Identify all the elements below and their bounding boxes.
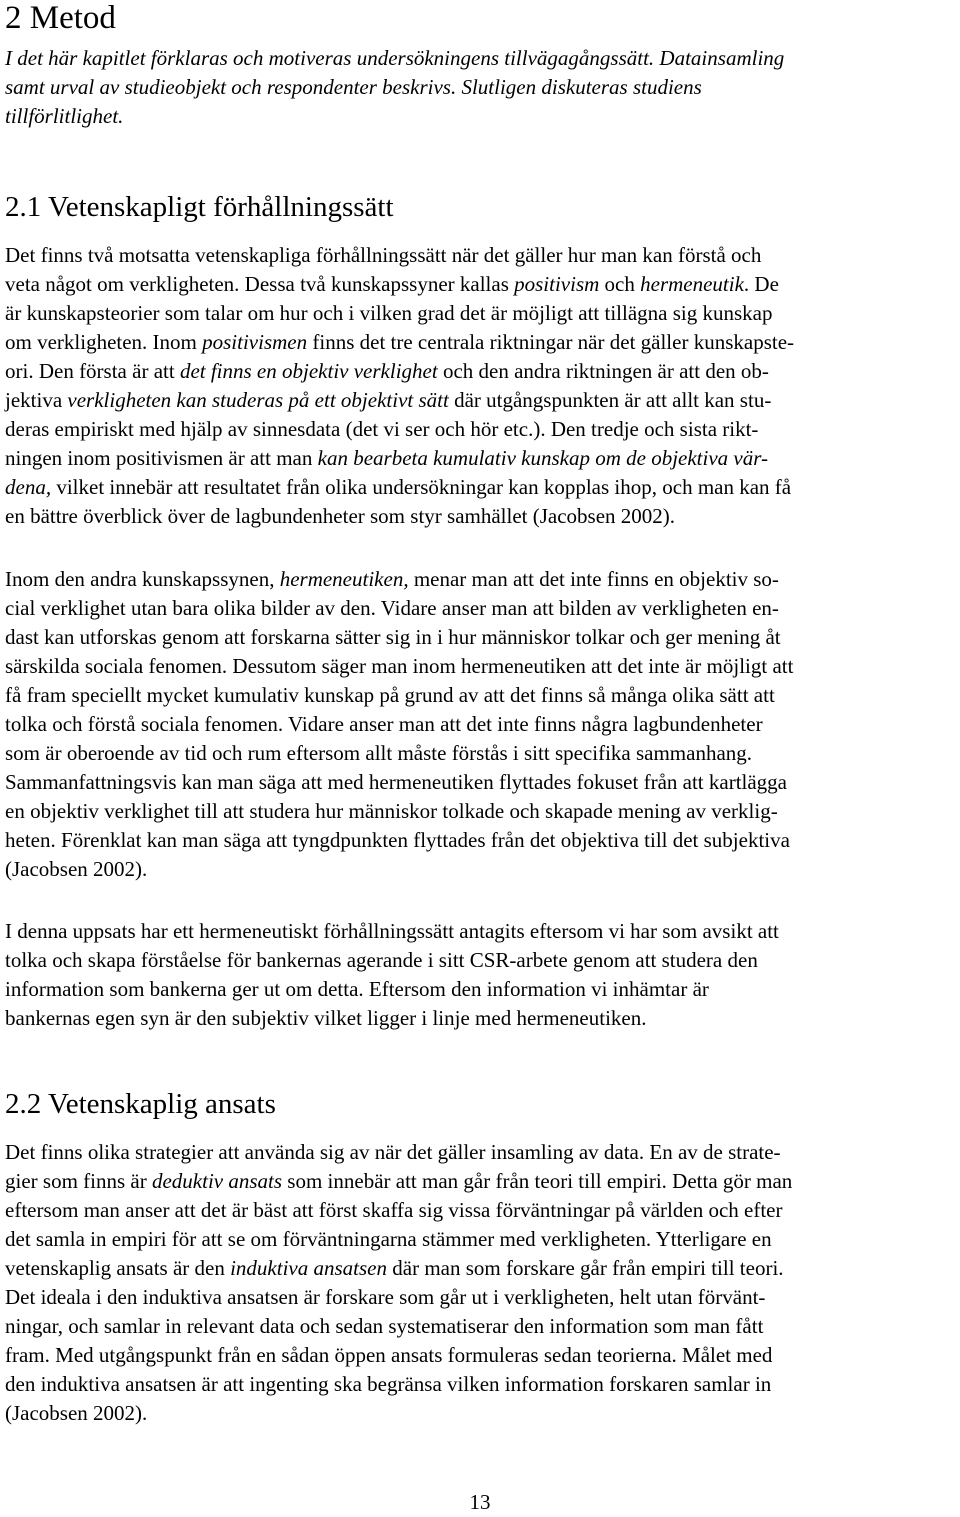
term-induktiva-ansatsen: induktiva ansatsen bbox=[230, 1256, 387, 1280]
paragraph-line: en objektiv verklighet till att studera hur människor tolkade och skapade mening av verklig- bbox=[5, 799, 778, 823]
paragraph-line: om verkligheten. Inom positivismen finns det tre centrala riktningar när det gäller kunskapste- bbox=[5, 330, 795, 354]
paragraph-uppsats bbox=[5, 917, 779, 1033]
document-page bbox=[5, 0, 955, 1425]
paragraph-line: en bättre överblick över de lagbundenheter som styr samhället (Jacobsen 2002). bbox=[5, 504, 676, 528]
term-positivism: positivism bbox=[514, 272, 600, 296]
paragraph-line: (Jacobsen 2002). bbox=[5, 1401, 148, 1425]
paragraph-line: dena, vilket innebär att resultatet från olika undersökningar kan kopplas ihop, och man kan få bbox=[5, 475, 792, 499]
paragraph-line: är kunskapsteorier som talar om hur och i vilken grad det är möjligt att tillägna sig kunskap bbox=[5, 301, 773, 325]
paragraph-line: jektiva verkligheten kan studeras på ett objektivt sätt där utgångspunkten är att allt kan stu- bbox=[5, 388, 772, 412]
paragraph-line: cial verklighet utan bara olika bilder av den. Vidare anser man att bilden av verkligheten en- bbox=[5, 596, 779, 620]
paragraph-line: deras empiriskt med hjälp av sinnesdata (det vi ser och hör etc.). Den tredje och sista rikt- bbox=[5, 417, 759, 441]
emphasis-text: verkligheten kan studeras på ett objektivt sätt bbox=[67, 388, 449, 412]
paragraph-line: I denna uppsats har ett hermeneutiskt förhållningssätt antagits eftersom vi har som avsikt att bbox=[5, 919, 779, 943]
term-positivismen: positivismen bbox=[202, 330, 308, 354]
paragraph-line: Det finns olika strategier att använda sig av när det gäller insamling av data. En av de strate- bbox=[5, 1140, 781, 1164]
paragraph-line: heten. Förenklat kan man säga att tyngdpunkten flyttades från det objektiva till det subjektiva bbox=[5, 828, 790, 852]
paragraph-line: fram. Med utgångspunkt från en sådan öppen ansats formuleras sedan teorierna. Målet med bbox=[5, 1343, 773, 1367]
paragraph-line: tolka och skapa förståelse för bankernas agerande i sitt CSR-arbete genom att studera den bbox=[5, 948, 758, 972]
paragraph-line: ori. Den första är att det finns en objektiv verklighet och den andra riktningen är att den ob- bbox=[5, 359, 769, 383]
paragraph-line: Det ideala i den induktiva ansatsen är forskare som går ut i verkligheten, helt utan förvänt- bbox=[5, 1285, 766, 1309]
paragraph-line: bankernas egen syn är den subjektiv vilket ligger i linje med hermeneutiken. bbox=[5, 1006, 647, 1030]
paragraph-line: ningen inom positivismen är att man kan bearbeta kumulativ kunskap om de objektiva vär- bbox=[5, 446, 768, 470]
term-hermeneutiken: hermeneutiken, bbox=[279, 567, 409, 591]
emphasis-text: kan bearbeta kumulativ kunskap om de objektiva vär- bbox=[317, 446, 768, 470]
paragraph-ansats bbox=[5, 1138, 792, 1428]
paragraph-line: ningar, och samlar in relevant data och sedan systematiserar den information som man fått bbox=[5, 1314, 764, 1338]
paragraph-line: den induktiva ansatsen är att ingenting ska begränsa vilken information forskaren samlar in bbox=[5, 1372, 772, 1396]
paragraph-hermeneutiken bbox=[5, 565, 793, 884]
paragraph-line: gier som finns är deduktiv ansats som innebär att man går från teori till empiri. Detta gör man bbox=[5, 1169, 793, 1193]
paragraph-line: vetenskaplig ansats är den induktiva ansatsen där man som forskare går från empiri till teori. bbox=[5, 1256, 784, 1280]
section-heading-2-1: 2.1 Vetenskapligt förhållningssätt bbox=[5, 191, 394, 223]
intro-line: tillförlitlighet. bbox=[5, 104, 124, 128]
emphasis-text: dena, bbox=[5, 475, 52, 499]
paragraph-line: information som bankerna ger ut om detta. Eftersom den information vi inhämtar är bbox=[5, 977, 709, 1001]
paragraph-line: tolka och förstå sociala fenomen. Vidare anser man att det inte finns några lagbundenheter bbox=[5, 712, 763, 736]
emphasis-text: det finns en objektiv verklighet bbox=[179, 359, 438, 383]
term-hermeneutik: hermeneutik bbox=[640, 272, 744, 296]
paragraph-forhallningssatt bbox=[5, 241, 794, 531]
paragraph-line: särskilda sociala fenomen. Dessutom säger man inom hermeneutiken att det inte är möjligt att bbox=[5, 654, 794, 678]
paragraph-line: som är oberoende av tid och rum eftersom allt måste förstås i sitt specifika sammanhang. bbox=[5, 741, 753, 765]
paragraph-line: veta något om verkligheten. Dessa två kunskapssyner kallas positivism och hermeneutik. De bbox=[5, 272, 779, 296]
paragraph-line: (Jacobsen 2002). bbox=[5, 857, 148, 881]
paragraph-line: dast kan utforskas genom att forskarna sätter sig in i hur människor tolkar och ger mening åt bbox=[5, 625, 781, 649]
chapter-intro bbox=[5, 44, 955, 131]
paragraph-line: det samla in empiri för att se om förväntningarna stämmer med verkligheten. Ytterligare en bbox=[5, 1227, 772, 1251]
intro-line: samt urval av studieobjekt och respondenter beskrivs. Slutligen diskuteras studiens bbox=[5, 75, 702, 99]
paragraph-line: Det finns två motsatta vetenskapliga förhållningssätt när det gäller hur man kan förstå och bbox=[5, 243, 762, 267]
chapter-heading: 2 Metod bbox=[5, 0, 116, 36]
paragraph-line: Sammanfattningsvis kan man säga att med hermeneutiken flyttades fokuset från att kartlägga bbox=[5, 770, 788, 794]
paragraph-line: få fram speciellt mycket kumulativ kunskap på grund av att det finns så många olika sätt att bbox=[5, 683, 775, 707]
intro-line: I det här kapitlet förklaras och motiveras undersökningens tillvägagångssätt. Datainsamling bbox=[5, 46, 785, 70]
term-deduktiv-ansats: deduktiv ansats bbox=[151, 1169, 283, 1193]
page-number: 13 bbox=[469, 1490, 491, 1514]
section-heading-2-2: 2.2 Vetenskaplig ansats bbox=[5, 1088, 276, 1120]
paragraph-line: Inom den andra kunskapssynen, hermeneutiken, menar man att det inte finns en objektiv so- bbox=[5, 567, 779, 591]
paragraph-line: eftersom man anser att det är bäst att först skaffa sig vissa förväntningar på världen och efter bbox=[5, 1198, 783, 1222]
